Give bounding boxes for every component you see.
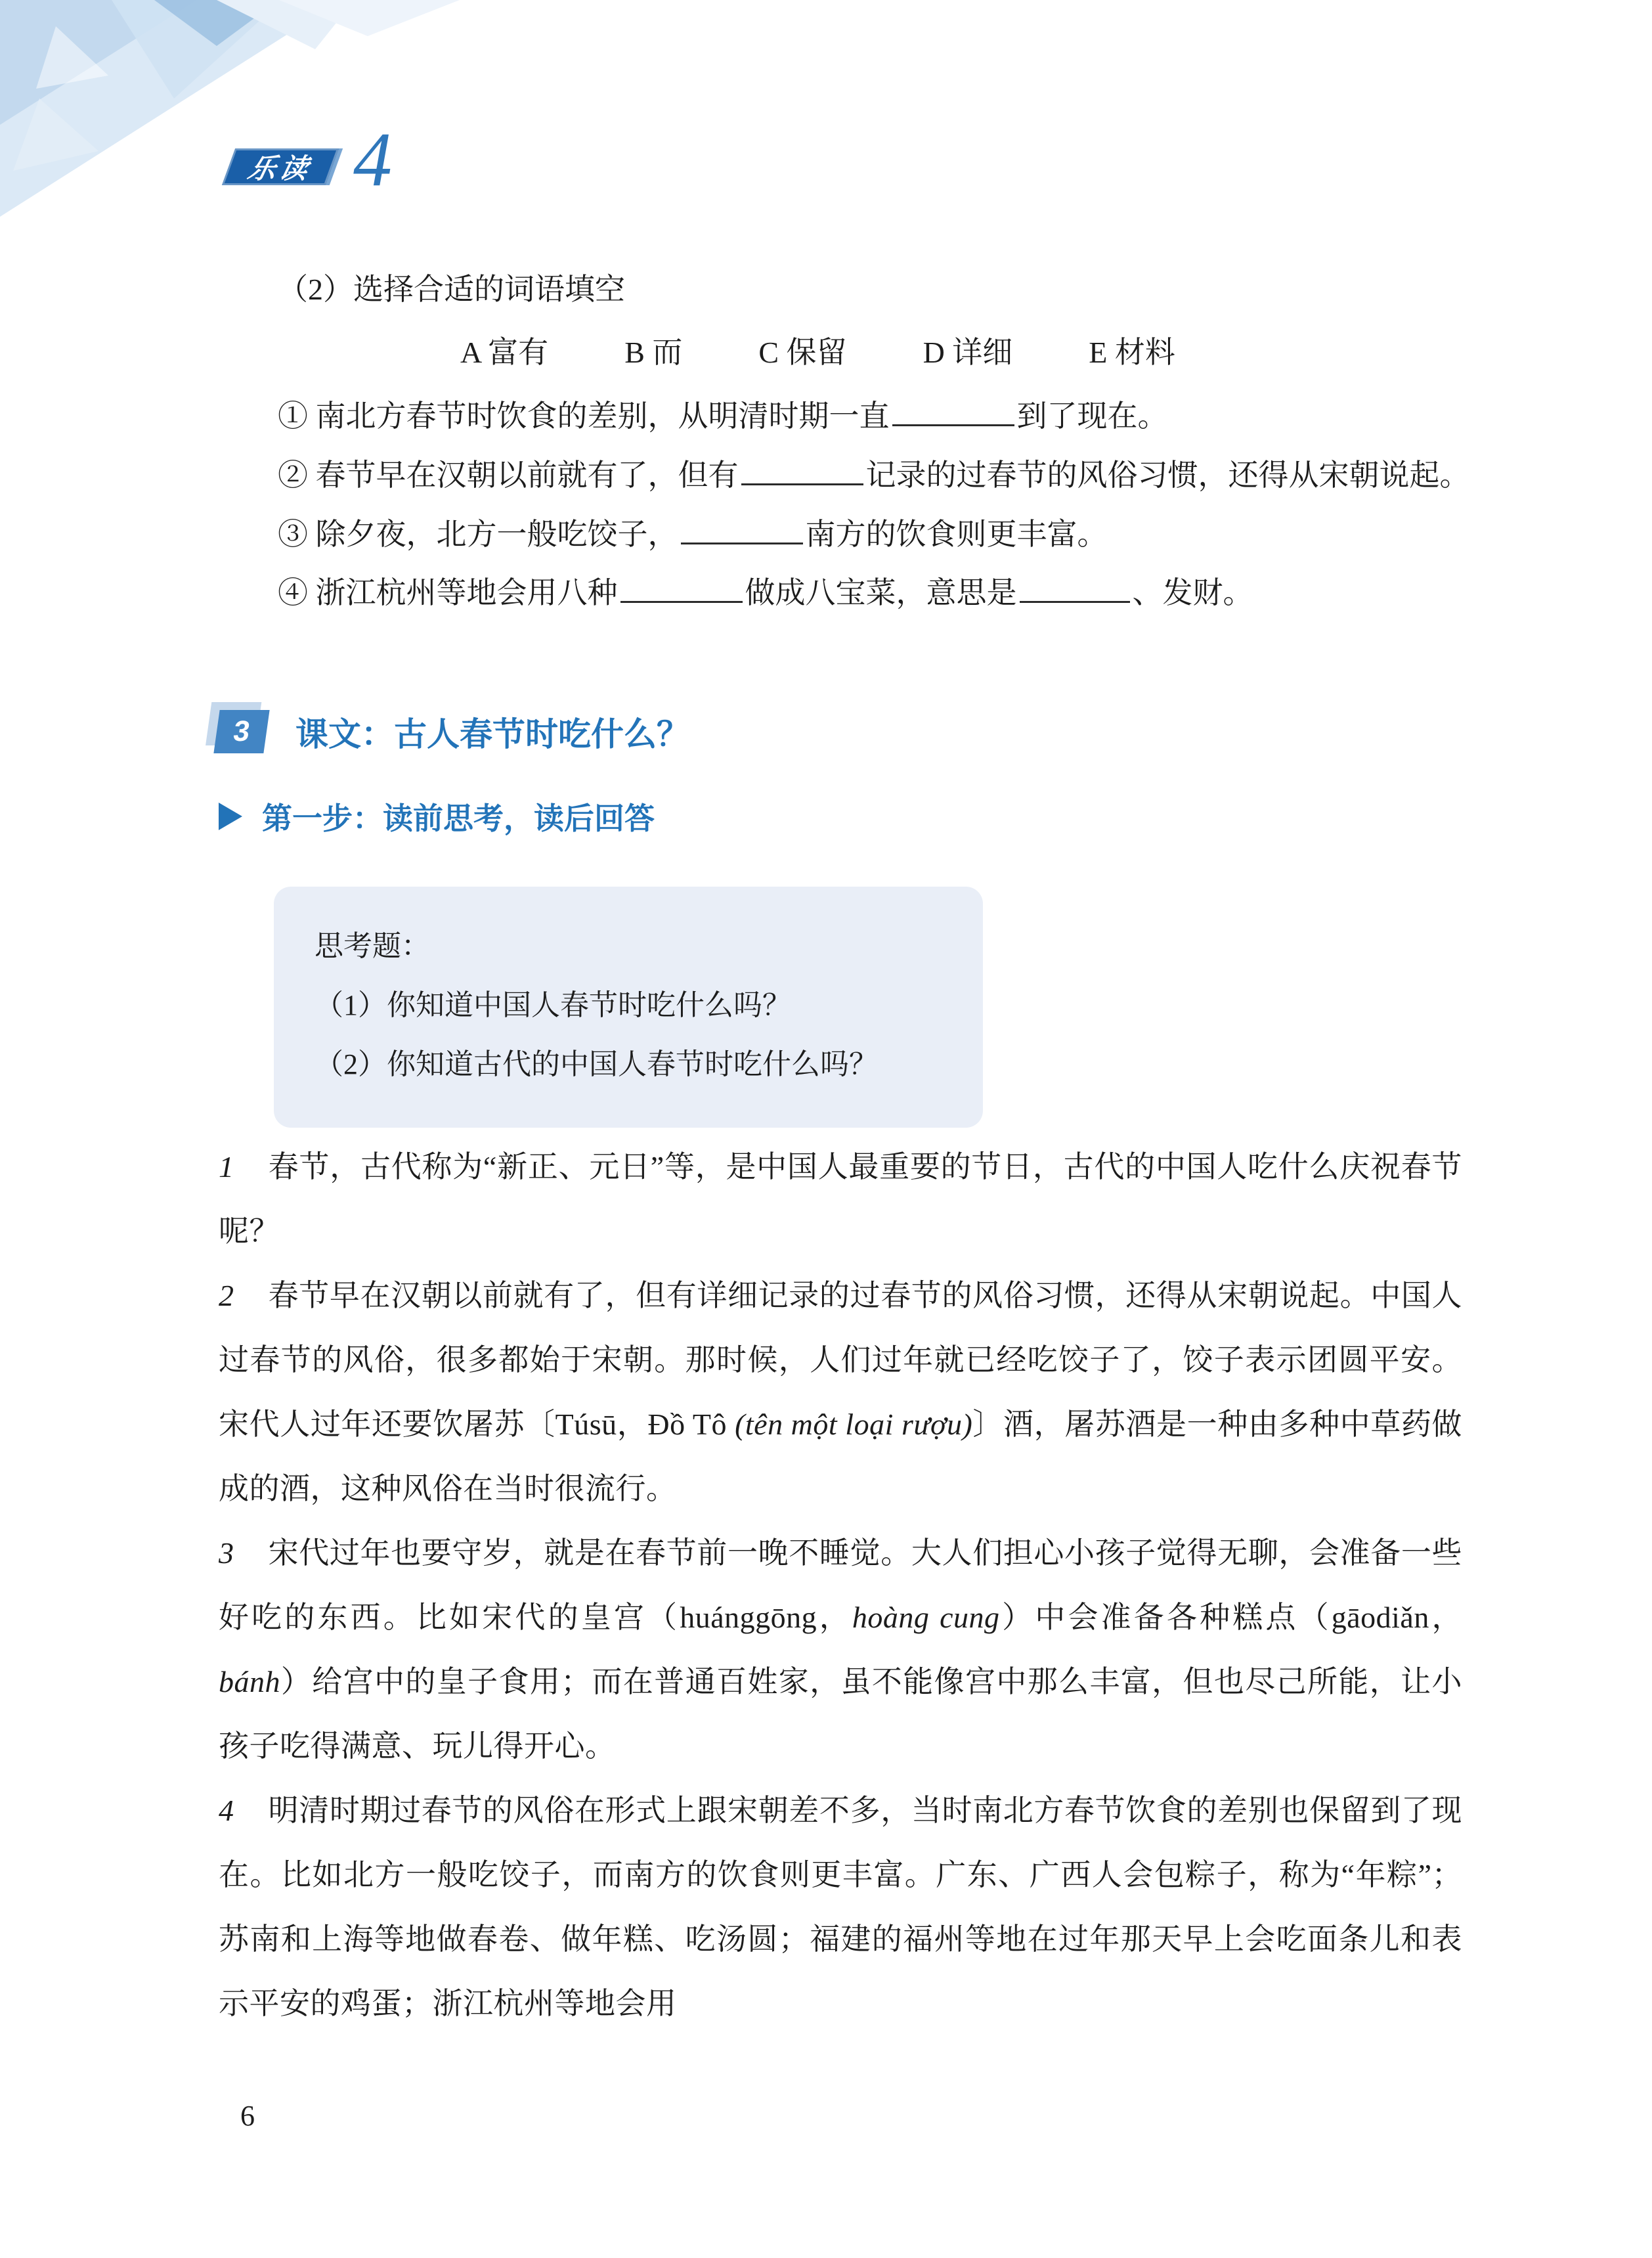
paragraph-text: 〕酒，屠苏酒是一种由多种中草药做成的酒，这种风俗在当时很流行。: [219, 1407, 1462, 1505]
item-text: 、发财。: [1132, 576, 1253, 610]
step-label: 第一步：读前思考，读后回答: [262, 801, 655, 835]
item-number: ③: [278, 517, 308, 551]
exercise-item-4: [278, 564, 1532, 623]
exercise-items: [278, 387, 1532, 623]
item-text: 除夕夜，北方一般吃饺子，: [315, 517, 678, 551]
item-text: 到了现在。: [1016, 399, 1168, 433]
step-heading: [219, 795, 655, 838]
exercise-item-1: [278, 387, 1532, 446]
section-title: 课文：古人春节时吃什么？: [295, 716, 689, 753]
option-a: A 富有: [460, 335, 549, 369]
paragraph-3: [219, 1521, 1462, 1779]
paragraph-text: 宋代过年也要守岁，就是在春节前一晚不睡觉。大人们担心小孩子觉得无聊，会准备一些好吃的东西。比如宋代的皇宫（huánggōng，: [219, 1536, 1462, 1634]
paragraph-text: 春节早在汉朝以前就有了，但有详细记录的过春节的风俗习惯，还得从宋朝说起。中国人过春节的风俗，很多都始于宋朝。那时候，人们过年就已经吃饺子了，饺子表示团圆平安。宋代人过年还要饮屠苏〔Túsū，Đồ Tô: [219, 1278, 1462, 1441]
paragraph-number: 2: [219, 1278, 234, 1312]
option-b: B 而: [624, 335, 683, 369]
paragraph-text: ）给宫中的皇子食用；而在普通百姓家，虽不能像宫中那么丰富，但也尽己所能，让小孩子吃得满意、玩儿得开心。: [219, 1664, 1462, 1763]
item-number: ①: [278, 399, 308, 433]
item-text: 春节早在汉朝以前就有了，但有: [315, 458, 739, 493]
paragraph-2: [219, 1264, 1462, 1521]
item-number: ④: [278, 576, 308, 610]
paragraph-text: ）中会准备各种糕点（gāodiǎn，: [999, 1600, 1462, 1634]
item-text: 做成八宝菜，意思是: [745, 576, 1017, 610]
item-number: ②: [278, 458, 308, 493]
paragraph-number: 4: [219, 1793, 234, 1827]
option-d: D 详细: [923, 335, 1013, 369]
paragraph-4: [219, 1779, 1462, 2036]
think-question-1: （1）你知道中国人春节时吃什么吗？: [315, 989, 791, 1022]
fill-blank: [620, 573, 743, 603]
arrow-right-icon: [219, 803, 242, 830]
fill-blank: [681, 514, 803, 544]
think-question-2: （2）你知道古代的中国人春节时吃什么吗？: [315, 1048, 878, 1081]
paragraph-number: 3: [219, 1536, 234, 1570]
section-number-badge: 3: [213, 710, 269, 753]
paragraph-number: 1: [219, 1150, 234, 1184]
logo-text: 乐读: [245, 153, 315, 184]
vietnamese-gloss: hoàng cung: [852, 1600, 1000, 1634]
option-c: C 保留: [758, 335, 847, 369]
item-text: 南北方春节时饮食的差别，从明清时期一直: [315, 399, 890, 433]
fill-blank: [892, 396, 1014, 426]
exercise-item-2: [278, 446, 1532, 505]
logo-volume-number: 4: [353, 116, 392, 202]
corner-decoration: [0, 0, 538, 289]
exercise-item-3: [278, 505, 1532, 564]
paragraph-text: 明清时期过春节的风俗在形式上跟宋朝差不多，当时南北方春节饮食的差别也保留到了现在。比如北方一般吃饺子，而南方的饮食则更丰富。广东、广西人会包粽子，称为“年粽”；苏南和上海等地做春卷、做年糕、吃汤圆；福建的福州等地在过年那天早上会吃面条儿和表示平安的鸡蛋；浙江杭州等地会用: [219, 1793, 1462, 2020]
section-heading: [217, 708, 689, 755]
fill-blank: [741, 455, 863, 485]
vietnamese-gloss: bánh: [219, 1664, 280, 1698]
vietnamese-gloss: (tên một loại rượu): [735, 1407, 973, 1441]
word-options-row: [460, 323, 1532, 382]
paragraph-1: [219, 1135, 1462, 1264]
item-text: 南方的饮食则更丰富。: [805, 517, 1108, 551]
page-number: 6: [240, 2100, 255, 2132]
item-text: 记录的过春节的风俗习惯，还得从宋朝说起。: [865, 458, 1470, 493]
logo-flag-shape: [222, 148, 339, 185]
think-box-title: 思考题：: [315, 930, 430, 962]
item-text: 浙江杭州等地会用八种: [315, 576, 618, 610]
option-e: E 材料: [1089, 335, 1175, 369]
exercise-title: （2）选择合适的词语填空: [278, 273, 625, 306]
paragraph-text: 春节，古代称为“新正、元日”等，是中国人最重要的节日，古代的中国人吃什么庆祝春节呢？: [219, 1150, 1462, 1248]
think-questions-box: [274, 887, 983, 1128]
exercise-fill-in-blanks: [278, 260, 1532, 623]
reading-passage: [219, 1135, 1462, 2036]
fill-blank: [1020, 573, 1130, 603]
